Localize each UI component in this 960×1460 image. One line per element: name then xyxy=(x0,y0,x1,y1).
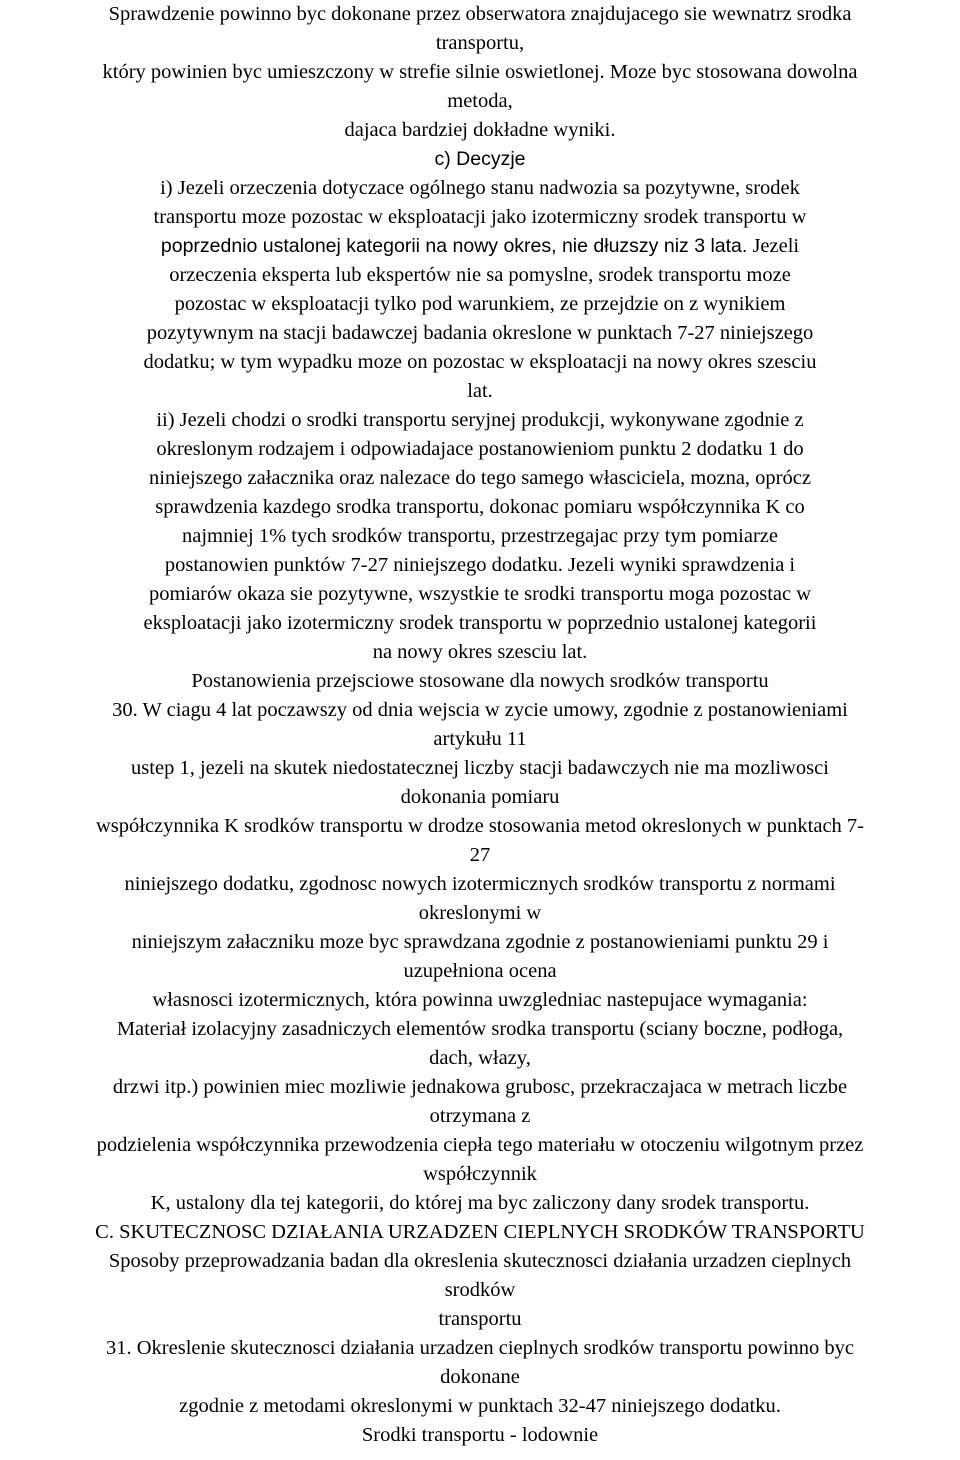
text-line: ii) Jezeli chodzi o srodki transportu seryjnej produkcji, wykonywane zgodnie z xyxy=(156,409,804,431)
section-heading: C. SKUTECZNOSC DZIAŁANIA URZADZEN CIEPLNYCH SRODKÓW TRANSPORTU xyxy=(95,1221,865,1243)
section-heading: Postanowienia przejsciowe stosowane dla nowych srodków transportu xyxy=(191,670,769,692)
text-line: dokonane xyxy=(440,1366,520,1388)
text-line: transportu xyxy=(438,1308,522,1330)
text-line: okreslonymi w xyxy=(418,902,542,924)
text-line: który powinien byc umieszczony w strefie silnie oswietlonej. Moze byc stosowana dowolna xyxy=(102,61,858,83)
text-segment: poprzednio ustalonej kategorii na nowy okres, nie dłuzszy niz 3 lata. xyxy=(160,235,748,257)
text-line: postanowien punktów 7-27 niniejszego dodatku. Jezeli wyniki sprawdzenia i xyxy=(164,554,796,576)
section-heading: Srodki transportu - lodownie xyxy=(361,1424,599,1446)
text-line: orzeczenia eksperta lub ekspertów nie sa pomyslne, srodek transportu moze xyxy=(169,264,791,286)
text-line: ustep 1, jezeli na skutek niedostatecznej liczby stacji badawczych nie ma mozliwosci xyxy=(131,757,829,779)
text-line: drzwi itp.) powinien miec mozliwie jednakowa grubosc, przekraczajaca w metrach liczbe xyxy=(112,1076,848,1098)
text-line: dach, włazy, xyxy=(429,1047,531,1069)
text-segment: Jezeli xyxy=(752,235,800,257)
text-line: niniejszym załaczniku moze byc sprawdzana zgodnie z postanowieniami punktu 29 i xyxy=(131,931,829,953)
text-line: Materiał izolacyjny zasadniczych elementów srodka transportu (sciany boczne, podłoga, xyxy=(116,1018,844,1040)
text-line: na nowy okres szesciu lat. xyxy=(372,641,588,663)
text-line: transportu moze pozostac w eksploatacji jako izotermiczny srodek transportu w xyxy=(153,206,807,228)
text-line: uzupełniona ocena xyxy=(403,960,557,982)
text-line: lat. xyxy=(467,380,493,402)
text-line: artykułu 11 xyxy=(433,728,527,750)
text-line: pomiarów okaza sie pozytywne, wszystkie te srodki transportu moga pozostac w xyxy=(148,583,812,605)
text-line: dajaca bardziej dokładne wyniki. xyxy=(344,119,616,141)
text-line: podzielenia współczynnika przewodzenia ciepła tego materiału w otoczeniu wilgotnym przez xyxy=(96,1134,864,1156)
text-line: sprawdzenia kazdego srodka transportu, dokonac pomiaru współczynnika K co xyxy=(155,496,805,518)
text-line: dokonania pomiaru xyxy=(400,786,560,808)
text-line: otrzymana z xyxy=(429,1105,531,1127)
text-line: pozytywnym na stacji badawczej badania okreslone w punktach 7-27 niniejszego xyxy=(146,322,814,344)
text-line: 30. W ciagu 4 lat poczawszy od dnia wejscia w zycie umowy, zgodnie z postanowieniami xyxy=(112,699,848,721)
text-line xyxy=(0,232,960,261)
text-line: najmniej 1% tych srodków transportu, przestrzegajac przy tym pomiarze xyxy=(181,525,778,547)
text-line: współczynnik xyxy=(423,1163,537,1185)
text-line: współczynnika K srodków transportu w drodze stosowania metod okreslonych w punktach 7- xyxy=(95,815,865,837)
text-line: i) Jezeli orzeczenia dotyczace ogólnego stanu nadwozia sa pozytywne, srodek xyxy=(160,177,800,199)
text-line: zgodnie z metodami okreslonymi w punktach 32-47 niniejszego dodatku. xyxy=(179,1395,781,1417)
text-line: 31. Okreslenie skutecznosci działania urzadzen cieplnych srodków transportu powinno byc xyxy=(105,1337,854,1359)
text-line: okreslonym rodzajem i odpowiadajace postanowieniom punktu 2 dodatku 1 do xyxy=(156,438,804,460)
text-line: transportu, xyxy=(435,32,525,54)
text-line: pozostac w eksploatacji tylko pod warunkiem, ze przejdzie on z wynikiem xyxy=(174,293,786,315)
text-line: Sposoby przeprowadzania badan dla okreslenia skutecznosci działania urzadzen cieplnych xyxy=(108,1250,852,1272)
text-line: K, ustalony dla tej kategorii, do której ma byc zaliczony dany srodek transportu. xyxy=(150,1192,810,1214)
text-line: 27 xyxy=(469,844,491,866)
text-line: niniejszego załacznika oraz nalezace do tego samego własciciela, mozna, oprócz xyxy=(149,467,811,489)
text-line: eksploatacji jako izotermiczny srodek transportu w poprzednio ustalonej kategorii xyxy=(143,612,817,634)
text-line: dodatku; w tym wypadku moze on pozostac w eksploatacji na nowy okres szesciu xyxy=(143,351,817,373)
section-heading: c) Decyzje xyxy=(434,148,526,170)
text-line: niniejszego dodatku, zgodnosc nowych izotermicznych srodków transportu z normami xyxy=(124,873,836,895)
text-line: srodków xyxy=(444,1279,516,1301)
text-line: własnosci izotermicznych, która powinna uwzgledniac nastepujace wymagania: xyxy=(152,989,808,1011)
text-line: Sprawdzenie powinno byc dokonane przez obserwatora znajdujacego sie wewnatrz srodka xyxy=(108,3,852,25)
text-line: metoda, xyxy=(447,90,513,112)
